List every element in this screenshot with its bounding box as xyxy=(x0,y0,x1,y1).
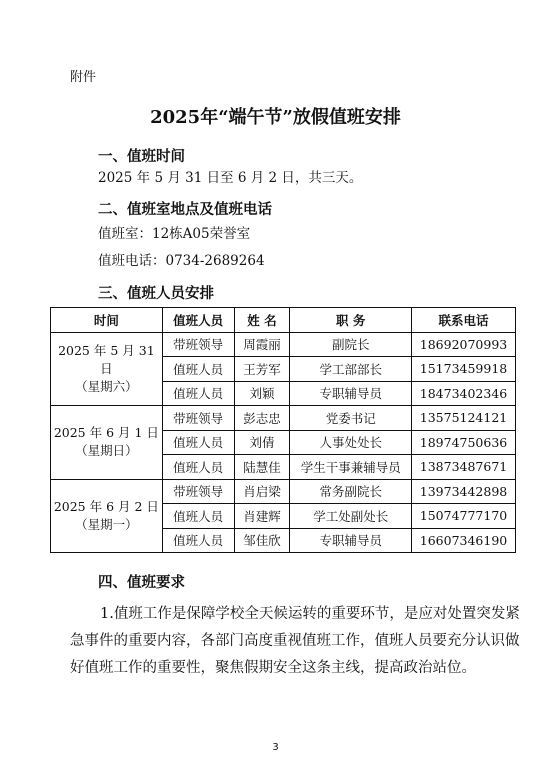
attachment-label: 附件 xyxy=(70,70,97,85)
name-cell: 邹佳欣 xyxy=(234,528,290,553)
date-text: 2025 年 5 月 31 日 xyxy=(58,342,155,376)
phone-cell: 16607346190 xyxy=(412,528,516,553)
weekday-text: （星期日） xyxy=(75,443,138,459)
table-row xyxy=(51,406,516,431)
name-cell: 周霞丽 xyxy=(234,332,290,357)
name-cell: 彭志忠 xyxy=(234,406,290,431)
name-cell: 王芳军 xyxy=(234,357,290,382)
weekday-text: （星期六） xyxy=(75,378,138,394)
section-heading-duty-time: 一、值班时间 xyxy=(98,149,185,165)
role-cell: 值班人员 xyxy=(162,357,234,382)
duty-room-text: 值班室：12栋A05荣誉室 xyxy=(98,226,251,242)
role-cell: 带班领导 xyxy=(162,479,234,504)
section-heading-duty-room: 二、值班室地点及值班电话 xyxy=(98,202,272,218)
phone-cell: 13973442898 xyxy=(412,479,516,504)
duty-time-text: 2025 年 5 月 31 日至 6 月 2 日，共三天。 xyxy=(98,170,363,186)
name-cell: 刘倩 xyxy=(234,430,290,455)
position-cell: 学工部部长 xyxy=(290,357,412,382)
name-cell: 肖建辉 xyxy=(234,504,290,529)
phone-cell: 15173459918 xyxy=(412,357,516,382)
date-text: 2025 年 6 月 2 日 xyxy=(53,498,159,514)
weekday-text: （星期一） xyxy=(75,516,138,532)
phone-cell: 18974750636 xyxy=(412,430,516,455)
role-cell: 值班人员 xyxy=(162,504,234,529)
header-duty-role: 值班人员 xyxy=(162,308,234,333)
page-number: 3 xyxy=(272,742,279,753)
requirements-paragraph: 1.值班工作是保障学校全天候运转的重要环节，是应对处置突发紧急事件的重要内容，各部门高度重视值班工作，值班人员要充分认识做好值班工作的重要性，聚焦假期安全这条主线，提高政治站位。 xyxy=(70,606,520,676)
duty-phone-text: 值班电话：0734-2689264 xyxy=(98,253,265,269)
name-cell: 陆慧佳 xyxy=(234,455,290,480)
position-cell: 学工处副处长 xyxy=(290,504,412,529)
table-row xyxy=(51,332,516,357)
position-cell: 学生干事兼辅导员 xyxy=(290,455,412,480)
date-text: 2025 年 6 月 1 日 xyxy=(53,425,159,441)
position-cell: 专职辅导员 xyxy=(290,381,412,406)
header-position: 职 务 xyxy=(290,308,412,333)
role-cell: 带班领导 xyxy=(162,332,234,357)
role-cell: 带班领导 xyxy=(162,406,234,431)
position-cell: 党委书记 xyxy=(290,406,412,431)
phone-cell: 13575124121 xyxy=(412,406,516,431)
section-heading-requirements: 四、值班要求 xyxy=(98,575,185,591)
duty-schedule-table xyxy=(50,307,516,553)
role-cell: 值班人员 xyxy=(162,528,234,553)
section-heading-staff: 三、值班人员安排 xyxy=(98,286,214,302)
phone-cell: 18473402346 xyxy=(412,381,516,406)
date-cell xyxy=(51,479,163,553)
table-header-row xyxy=(51,308,516,333)
document-title: 2025年“端午节”放假值班安排 xyxy=(150,107,401,128)
header-time: 时间 xyxy=(51,308,163,333)
phone-cell: 13873487671 xyxy=(412,455,516,480)
name-cell: 刘颖 xyxy=(234,381,290,406)
position-cell: 副院长 xyxy=(290,332,412,357)
date-cell xyxy=(51,406,163,480)
table-row xyxy=(51,479,516,504)
name-cell: 肖启梁 xyxy=(234,479,290,504)
position-cell: 人事处处长 xyxy=(290,430,412,455)
phone-cell: 15074777170 xyxy=(412,504,516,529)
role-cell: 值班人员 xyxy=(162,455,234,480)
role-cell: 值班人员 xyxy=(162,381,234,406)
position-cell: 专职辅导员 xyxy=(290,528,412,553)
phone-cell: 18692070993 xyxy=(412,332,516,357)
role-cell: 值班人员 xyxy=(162,430,234,455)
date-cell xyxy=(51,332,163,406)
position-cell: 常务副院长 xyxy=(290,479,412,504)
header-name: 姓 名 xyxy=(234,308,290,333)
header-phone: 联系电话 xyxy=(412,308,516,333)
